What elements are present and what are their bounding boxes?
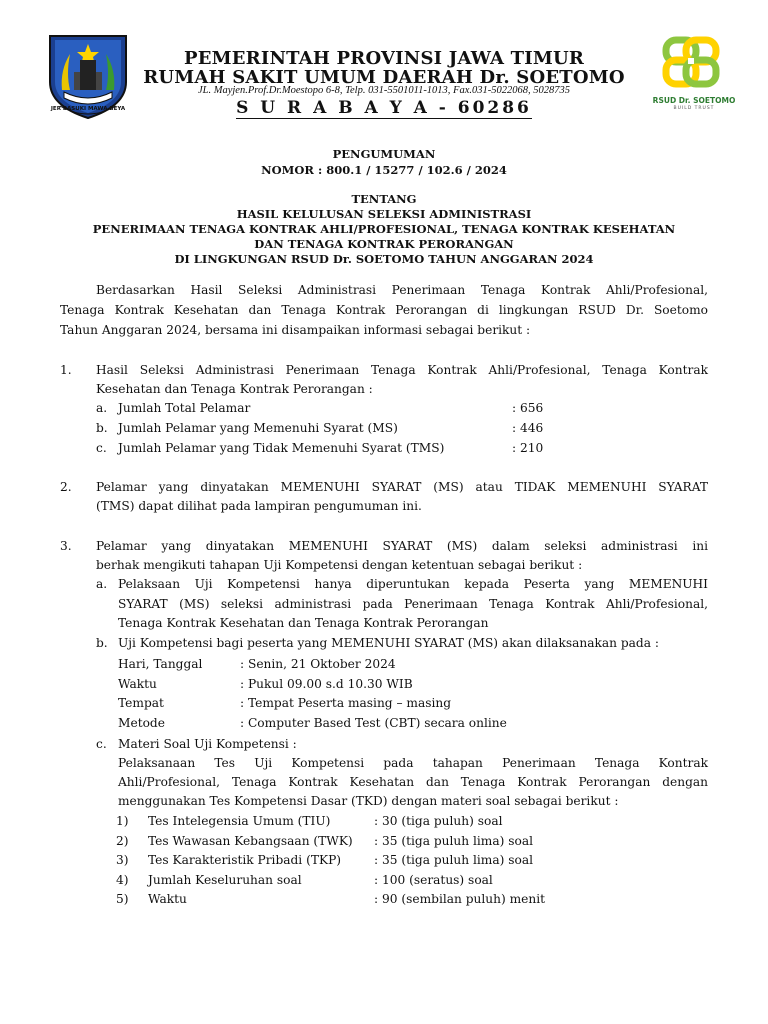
item-3c-para-2: Ahli/Profesional, Tenaga Kontrak Kesehatan dan Tenaga Kontrak Perorangan dengan: [118, 775, 708, 789]
schedule-value: : Tempat Peserta masing – masing: [240, 696, 452, 710]
materi-row: [116, 889, 716, 909]
materi-row: [116, 870, 716, 890]
item-3-number: 3.: [60, 539, 72, 553]
materi-value: : 35 (tiga puluh lima) soal: [374, 853, 533, 867]
announcement-label: PENGUMUMAN: [332, 147, 436, 161]
announcement-subject-line-3: DAN TENAGA KONTRAK PERORANGAN: [254, 237, 514, 251]
announcement-subject-line-4: DI LINGKUNGAN RSUD Dr. SOETOMO TAHUN ANGGARAN 2024: [174, 252, 594, 266]
materi-value: : 30 (tiga puluh) soal: [374, 814, 503, 828]
schedule-value: : Senin, 21 Oktober 2024: [240, 657, 396, 671]
hospital-logo-tagline: BUILD TRUST: [673, 106, 715, 111]
item-3c-line-1: Materi Soal Uji Kompetensi :: [118, 737, 297, 751]
materi-number: 3): [116, 853, 129, 867]
header-city: [104, 98, 664, 118]
intro-line-1: Berdasarkan Hasil Seleksi Administrasi Penerimaan Tenaga Kontrak Ahli/Profesional,: [96, 283, 708, 297]
item-3-line-1: Pelamar yang dinyatakan MEMENUHI SYARAT (MS) dalam seleksi administrasi ini: [96, 539, 708, 553]
schedule-value: : Pukul 09.00 s.d 10.30 WIB: [240, 676, 413, 691]
hospital-logo: [652, 34, 738, 94]
materi-label: Tes Wawasan Kebangsaan (TWK): [148, 833, 353, 848]
emblem-motto: JER BASUKI MAWA BEYA: [50, 106, 126, 112]
item-3-line-2: berhak mengikuti tahapan Uji Kompetensi dengan ketentuan sebagai berikut :: [96, 558, 583, 572]
header-city-text: S U R A B A Y A - 60286: [236, 98, 532, 118]
stat-row: [96, 438, 708, 458]
materi-label: Waktu: [148, 892, 187, 906]
intro-line-2: Tenaga Kontrak Kesehatan dan Tenaga Kontrak Perorangan di lingkungan RSUD Dr. Soetomo: [60, 303, 708, 317]
materi-label: Jumlah Keseluruhan soal: [148, 872, 302, 887]
item-3b-line-1: Uji Kompetensi bagi peserta yang MEMENUHI SYARAT (MS) akan dilaksanakan pada :: [118, 636, 659, 650]
materi-row: [116, 850, 716, 870]
item-2-line-1: Pelamar yang dinyatakan MEMENUHI SYARAT (MS) atau TIDAK MEMENUHI SYARAT: [96, 480, 708, 494]
item-1-line-1: Hasil Seleksi Administrasi Penerimaan Tenaga Kontrak Ahli/Profesional, Tenaga Kontrak: [96, 363, 708, 377]
item-2-number: 2.: [60, 480, 72, 494]
stat-row: [96, 398, 708, 418]
announcement-number: NOMOR : 800.1 / 15277 / 102.6 / 2024: [261, 163, 507, 177]
stat-label: Jumlah Pelamar yang Tidak Memenuhi Syarat (TMS): [118, 441, 445, 455]
materi-row: [116, 811, 716, 831]
item-3a-line-3: Tenaga Kontrak Kesehatan dan Tenaga Kontrak Perorangan: [118, 616, 489, 630]
materi-label: Tes Karakteristik Pribadi (TKP): [148, 853, 342, 867]
hospital-logo-name: RSUD Dr. SOETOMO: [652, 96, 736, 105]
item-1-number: 1.: [60, 363, 72, 377]
item-3c-para-1: Pelaksanaan Tes Uji Kompetensi pada tahapan Penerimaan Tenaga Kontrak: [118, 756, 708, 770]
materi-label: Tes Intelegensia Umum (TIU): [148, 814, 331, 828]
item-3a-letter: a.: [96, 577, 108, 591]
stat-label: Jumlah Total Pelamar: [118, 401, 251, 415]
materi-number: 4): [116, 872, 129, 887]
schedule-row: [118, 674, 708, 694]
announcement-subject-line-2: PENERIMAAN TENAGA KONTRAK AHLI/PROFESIONAL, TENAGA KONTRAK KESEHATAN: [92, 222, 676, 236]
stat-letter: b.: [96, 421, 108, 435]
stat-value: : 210: [512, 441, 544, 455]
item-3a-line-1: Pelaksaan Uji Kompetensi hanya diperuntukan kepada Peserta yang MEMENUHI: [118, 577, 708, 591]
schedule-value: : Computer Based Test (CBT) secara online: [240, 715, 507, 730]
stat-row: [96, 418, 708, 438]
stat-letter: a.: [96, 401, 108, 415]
schedule-table: [118, 654, 708, 732]
materi-number: 1): [116, 814, 129, 828]
announcement-subject-line-1: HASIL KELULUSAN SELEKSI ADMINISTRASI: [236, 207, 532, 221]
header-address: JL. Mayjen.Prof.Dr.Moestopo 6-8, Telp. 031-5501011-1013, Fax.031-5022068, 5028735: [197, 85, 571, 96]
item-1-stats: [96, 398, 708, 458]
item-3c-para-3: menggunakan Tes Kompetensi Dasar (TKD) dengan materi soal sebagai berikut :: [118, 794, 619, 808]
schedule-label: Hari, Tanggal: [118, 657, 203, 671]
materi-value: : 35 (tiga puluh lima) soal: [374, 833, 533, 848]
materi-row: [116, 831, 716, 851]
announcement-about: TENTANG: [351, 192, 417, 206]
item-2-line-2: (TMS) dapat dilihat pada lampiran pengumuman ini.: [96, 499, 422, 513]
stat-label: Jumlah Pelamar yang Memenuhi Syarat (MS): [118, 421, 398, 435]
header-government-title: PEMERINTAH PROVINSI JAWA TIMUR: [183, 48, 585, 69]
materi-value: : 90 (sembilan puluh) menit: [374, 892, 546, 906]
schedule-label: Tempat: [118, 696, 164, 710]
item-3c-letter: c.: [96, 737, 107, 751]
materi-number: 2): [116, 833, 129, 848]
materi-number: 5): [116, 892, 129, 906]
stat-value: : 656: [512, 401, 544, 415]
stat-letter: c.: [96, 441, 107, 455]
schedule-label: Waktu: [118, 676, 157, 691]
item-1-line-2: Kesehatan dan Tenaga Kontrak Perorangan :: [96, 382, 373, 396]
materi-table: [116, 811, 716, 909]
schedule-label: Metode: [118, 715, 165, 730]
item-3a-line-2: SYARAT (MS) seleksi administrasi pada Penerimaan Tenaga Kontrak Ahli/Profesional,: [118, 597, 708, 611]
schedule-row: [118, 654, 708, 674]
schedule-row: [118, 713, 708, 733]
item-3b-letter: b.: [96, 636, 108, 650]
header-hospital-title: RUMAH SAKIT UMUM DAERAH Dr. SOETOMO: [143, 67, 625, 88]
stat-value: : 446: [512, 421, 544, 435]
intro-line-3: Tahun Anggaran 2024, bersama ini disampaikan informasi sebagai berikut :: [60, 323, 531, 337]
schedule-row: [118, 693, 708, 713]
materi-value: : 100 (seratus) soal: [374, 872, 493, 887]
